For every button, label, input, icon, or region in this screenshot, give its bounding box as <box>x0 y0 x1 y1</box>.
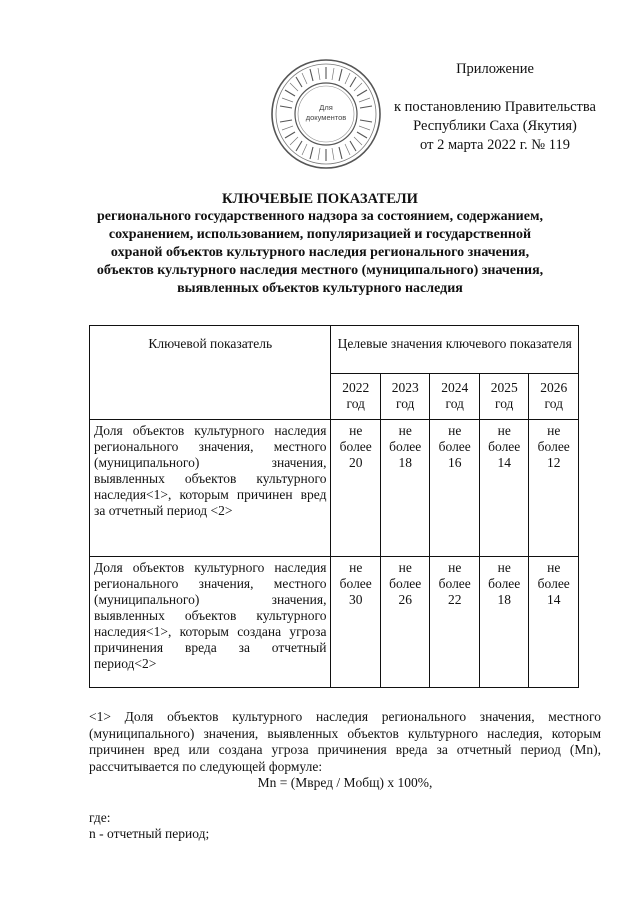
appendix-block <box>360 60 630 155</box>
footnote-paragraph: <1> Доля объектов культурного наследия регионального значения, местного (муниципального) значения, выявленных объектов культурного наследия, которым причинен вред или создана угроза причинения вреда за отчетный период (Mn), рассчитывается по следующей формуле: <box>89 709 601 774</box>
svg-text:документов: документов <box>305 113 347 122</box>
year-header: 2024 год <box>430 374 480 420</box>
heading-sub-line: регионального государственного надзора за состоянием, содержанием, <box>97 209 543 224</box>
value-cell: не более 14 <box>529 557 579 688</box>
appendix-line: от 2 марта 2022 г. № 119 <box>420 137 570 153</box>
svg-text:Для: Для <box>319 103 333 112</box>
value-cell: не более 18 <box>380 420 430 557</box>
value-cell: не более 30 <box>331 557 381 688</box>
indicator-cell: Доля объектов культурного наследия регионального значения, местного (муниципального) значения, выявленных объектов культурного наследия<1>, которым причинен вред за отчетный период <2> <box>90 420 331 557</box>
value-cell: не более 12 <box>529 420 579 557</box>
heading-sub-line: объектов культурного наследия местного (муниципального) значения, <box>96 263 544 278</box>
year-header: 2026 год <box>529 374 579 420</box>
value-cell: не более 22 <box>430 557 480 688</box>
table-row <box>90 420 579 557</box>
table-header-row <box>90 326 579 374</box>
table-row <box>90 557 579 688</box>
footnote-block <box>89 709 601 843</box>
year-header: 2023 год <box>380 374 430 420</box>
value-cell: не более 26 <box>380 557 430 688</box>
value-cell: не более 14 <box>479 420 529 557</box>
definition-item: n - отчетный период; <box>89 826 210 841</box>
where-label: где: <box>89 809 111 825</box>
heading-sub-line: сохранением, использованием, популяризацией и государственной <box>108 227 532 242</box>
heading-main: КЛЮЧЕВЫЕ ПОКАЗАТЕЛИ <box>222 191 418 207</box>
key-indicators-table <box>89 325 579 688</box>
appendix-title: Приложение <box>456 61 534 77</box>
value-cell: не более 20 <box>331 420 381 557</box>
year-header: 2025 год <box>479 374 529 420</box>
appendix-line: Республики Саха (Якутия) <box>413 118 577 134</box>
heading-sub-line: охраной объектов культурного наследия регионального значения, <box>110 245 530 260</box>
indicator-cell: Доля объектов культурного наследия регионального значения, местного (муниципального) значения, выявленных объектов культурного наследия<1>, которым создана угроза причинения вреда за отчетный период<2> <box>90 557 331 688</box>
value-cell: не более 18 <box>479 557 529 688</box>
heading-sub-line: выявленных объектов культурного наследия <box>177 281 463 296</box>
value-cell: не более 16 <box>430 420 480 557</box>
col-indicator-header: Ключевой показатель <box>90 326 331 420</box>
formula: Mn = (Mвред / Mобщ) х 100%, <box>257 775 433 790</box>
col-targets-header: Целевые значения ключевого показателя <box>331 326 579 374</box>
year-header: 2022 год <box>331 374 381 420</box>
document-heading <box>50 190 590 298</box>
appendix-line: к постановлению Правительства <box>394 99 596 115</box>
